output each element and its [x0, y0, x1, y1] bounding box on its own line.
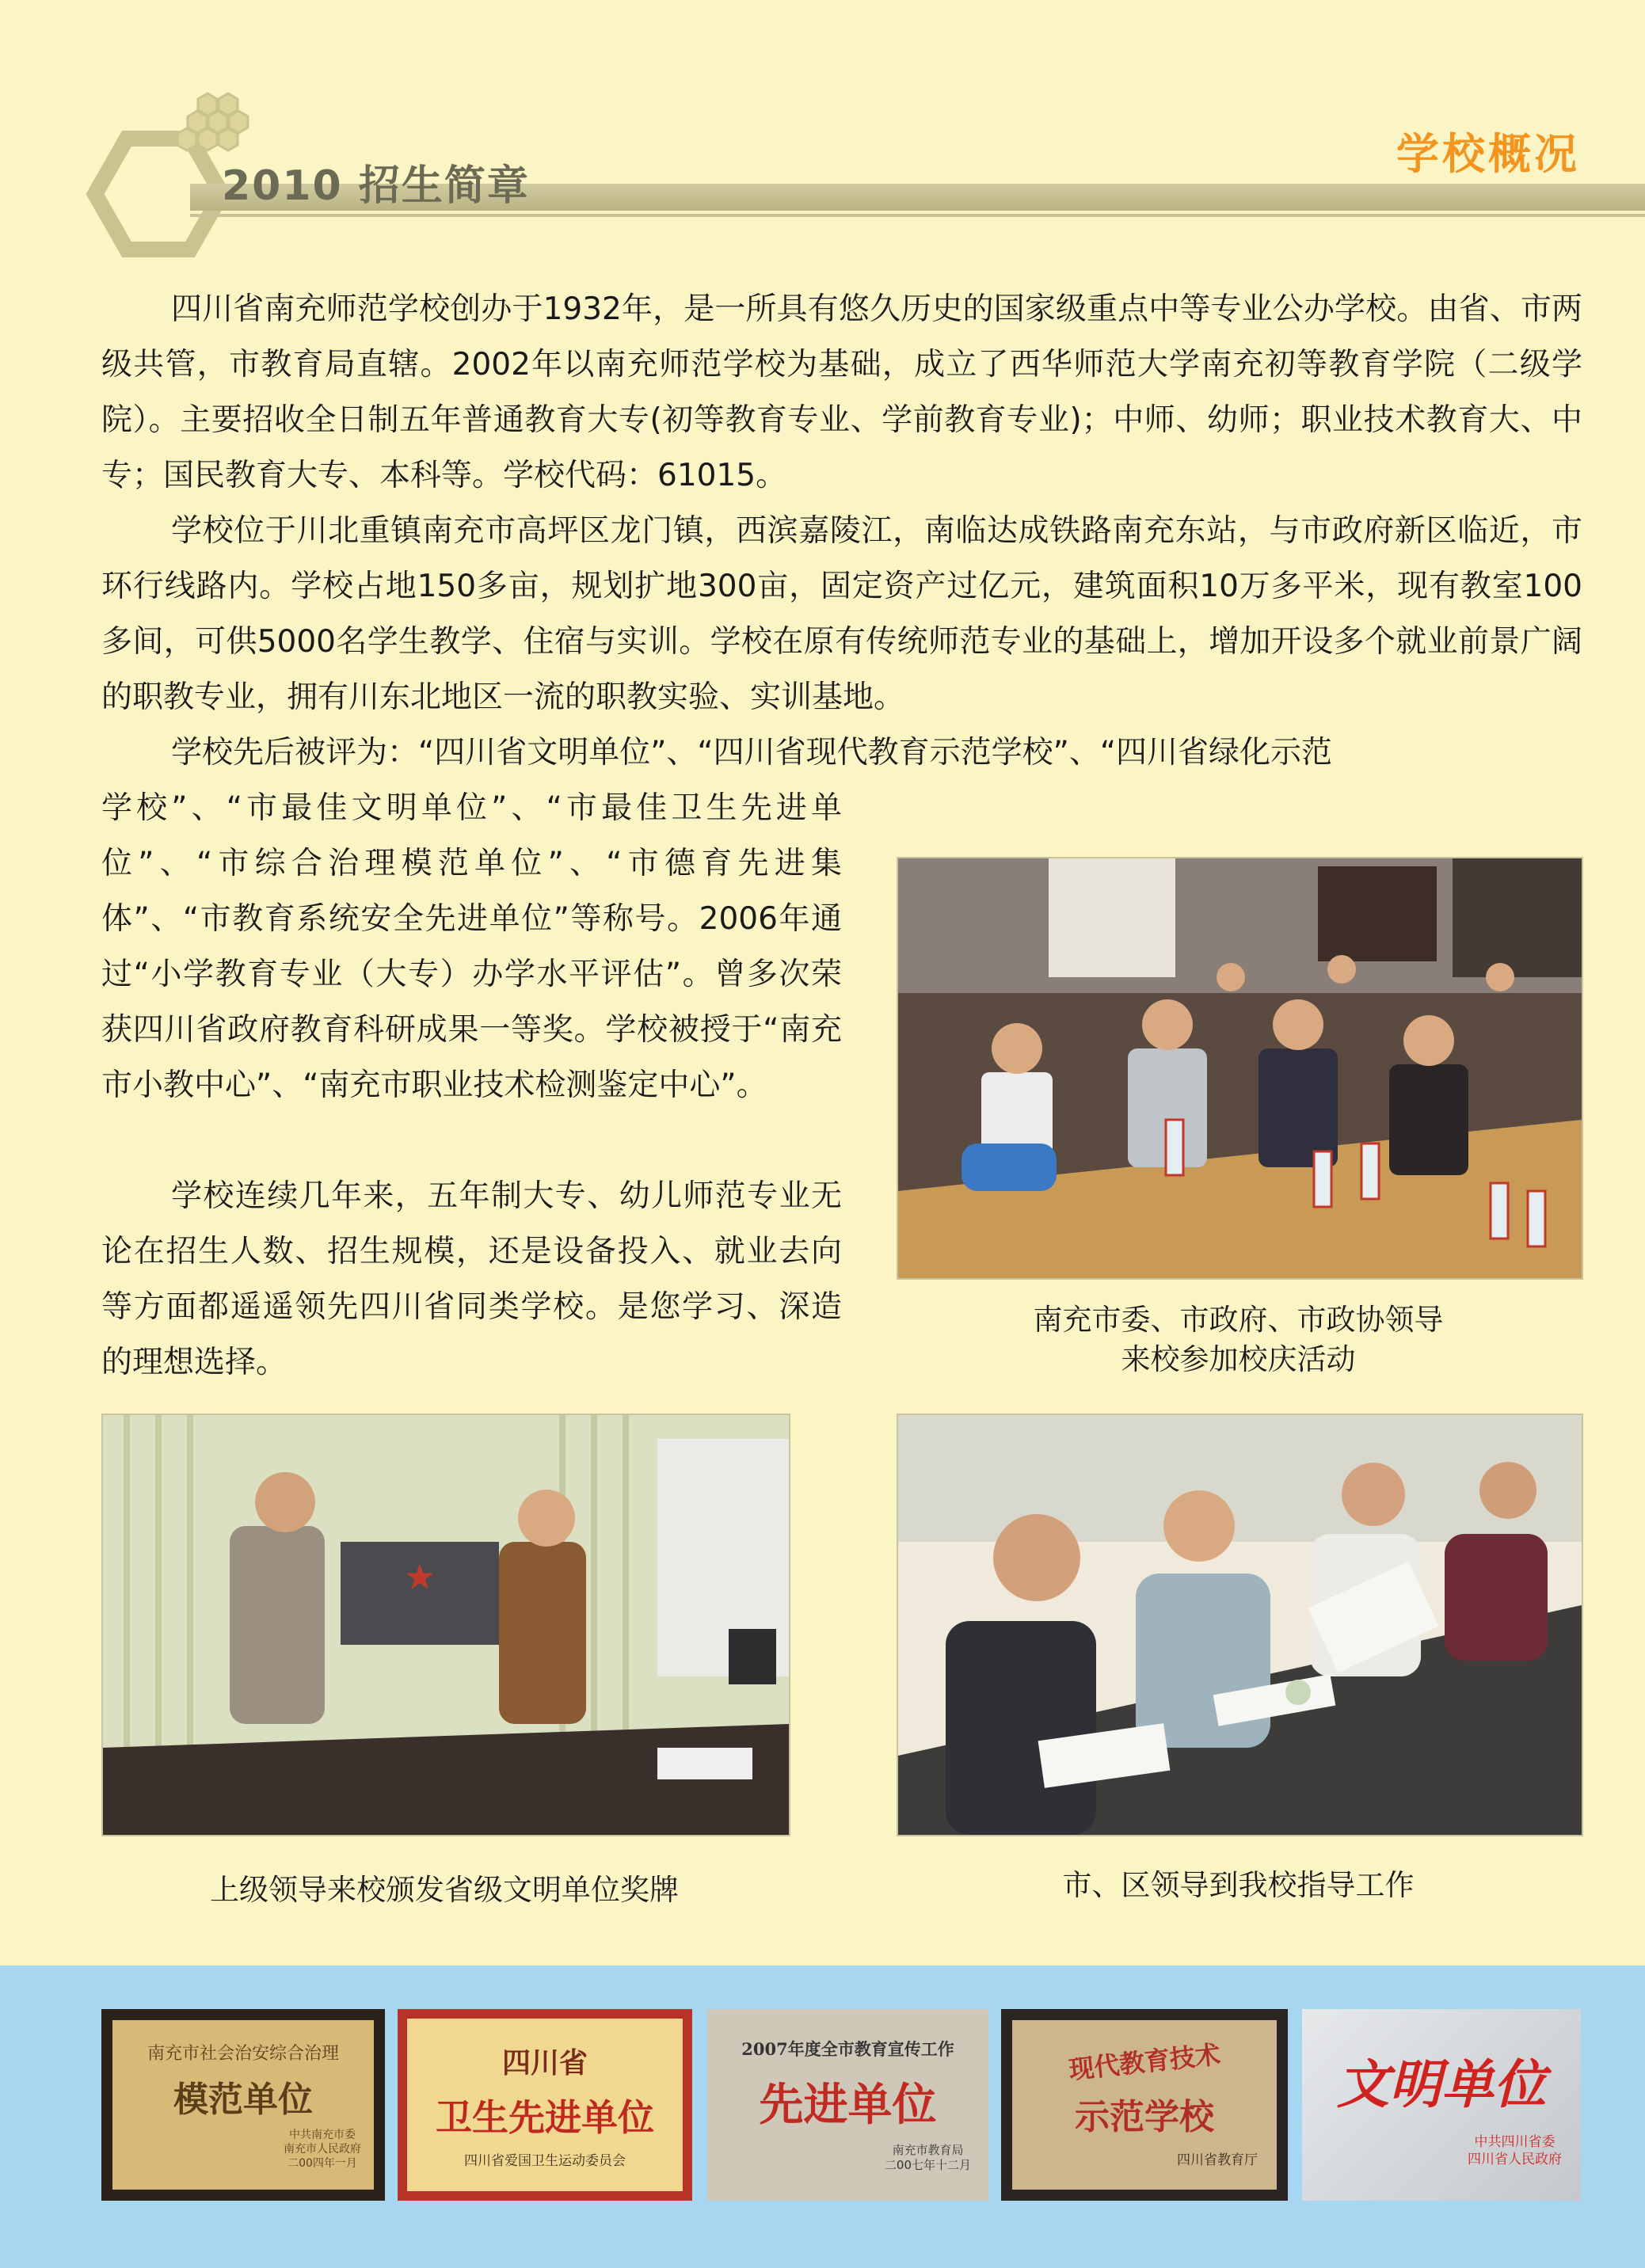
- page-header: [0, 0, 1645, 261]
- plaque2-line1: 四川省: [501, 2047, 588, 2080]
- advantage-paragraph: 学校连续几年来，五年制大专、幼儿师范专业无论在招生人数、招生规模，还是设备投入、就业去向等方面都遥遥领先四川省同类学校。是您学习、深造的理想选择。: [101, 1178, 842, 1380]
- plaque4-line2: 示范学校: [1075, 2096, 1214, 2137]
- plaque5-line2: 中共四川省委: [1474, 2133, 1556, 2150]
- plaque4-line3: 四川省教育厅: [1177, 2152, 1258, 2168]
- photo1-caption-line2: 来校参加校庆活动: [1121, 1342, 1356, 1376]
- plaque1-line5: 二00四年一月: [287, 2156, 357, 2170]
- plaque1-line3: 中共南充市委: [289, 2128, 356, 2141]
- photo-award-presentation: [101, 1414, 790, 1836]
- plaque3-line4: 二00七年十二月: [884, 2158, 971, 2172]
- plaque-sanitation: [398, 2009, 692, 2201]
- plaque3-line1: 2007年度全市教育宣传工作: [741, 2039, 954, 2059]
- plaque5-line3: 四川省人民政府: [1468, 2151, 1562, 2167]
- plaque1-line4: 南充市人民政府: [284, 2142, 361, 2156]
- section-title: 学校概况: [1396, 129, 1580, 179]
- photo3-caption: 市、区领导到我校指导工作: [1062, 1868, 1415, 1902]
- brochure-title: 2010 招生简章: [222, 162, 530, 210]
- plaque-education-publicity: [707, 2009, 988, 2201]
- photo1-caption-line1: 南充市委、市政府、市政协领导: [1033, 1303, 1444, 1337]
- plaque5-line1: 文明单位: [1337, 2053, 1546, 2115]
- plaque1-line1: 南充市社会治安综合治理: [147, 2043, 339, 2064]
- photo1-caption: [897, 1300, 1580, 1379]
- photo2-caption: 上级领导来校颁发省级文明单位奖牌: [210, 1873, 679, 1907]
- plaque1-line2: 模范单位: [173, 2079, 313, 2120]
- photo-leaders-meeting: [897, 1414, 1583, 1836]
- plaque4-line1: 现代教育技术: [1067, 2038, 1222, 2085]
- plaque-comprehensive-governance: [101, 2009, 385, 2201]
- honors-paragraph: 学校”、“市最佳文明单位”、“市最佳卫生先进单位”、“市综合治理模范单位”、“市德育先进集体”、“市教育系统安全先进单位”等称号。2006年通过“小学教育专业（大专）办学水平评估”。曾多次荣获四川省政府教育科研成果一等奖。学校被授于“南充市小教中心”、“南充市职业技术检测鉴定中心”。: [101, 790, 842, 1103]
- plaque-civilized-unit: [1302, 2009, 1581, 2201]
- plaque3-line3: 南充市教育局: [892, 2143, 964, 2157]
- plaque2-line2: 卫生先进单位: [436, 2096, 654, 2139]
- header-underline: [190, 214, 1645, 217]
- intro-paragraph: 四川省南充师范学校创办于1932年，是一所具有悠久历史的国家级重点中等专业公办学校。由省、市两级共管，市教育局直辖。2002年以南充师范学校为基础，成立了西华师范大学南充初等教育学院（二级学院）。主要招收全日制五年普通教育大专(初等教育专业、学前教育专业)；中师、幼师；职业技术教育大、中专；国民教育大专、本科等。学校代码：61015。: [101, 291, 1582, 493]
- svg-text:★: ★: [406, 1558, 434, 1596]
- plaque2-line3: 四川省爱国卫生运动委员会: [464, 2153, 626, 2169]
- plaque-modern-education-tech: [1001, 2009, 1288, 2201]
- location-paragraph: 学校位于川北重镇南充市高坪区龙门镇，西滨嘉陵江，南临达成铁路南充东站，与市政府新区临近，市环行线路内。学校占地150多亩，规划扩地300亩，固定资产过亿元，建筑面积10万多平米，现有教室100多间，可供5000名学生教学、住宿与实训。学校在原有传统师范专业的基础上，增加开设多个就业前景广阔的职教专业，拥有川东北地区一流的职教实验、实训基地。: [101, 513, 1582, 715]
- photo-anniversary-meeting: [897, 857, 1583, 1280]
- plaque3-line2: 先进单位: [759, 2079, 937, 2131]
- honors-paragraph-first-line: 学校先后被评为：“四川省文明单位”、“四川省现代教育示范学校”、“四川省绿化示范: [171, 735, 1333, 771]
